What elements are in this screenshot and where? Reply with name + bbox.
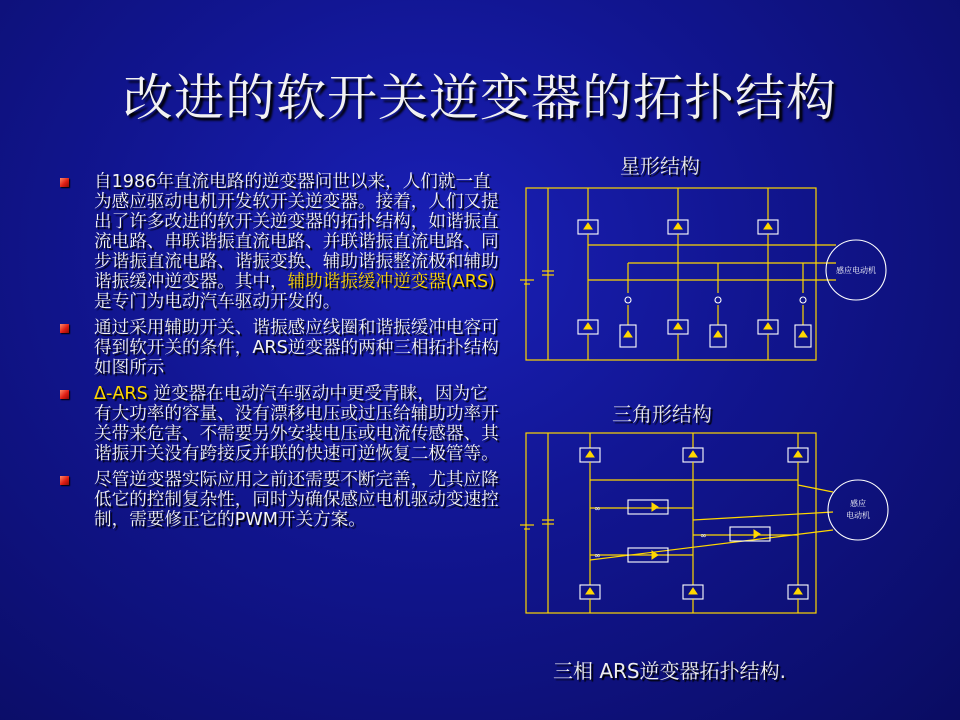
resonant-branch-icon bbox=[693, 527, 798, 541]
bullet-text: 通过采用辅助开关、谐振感应线圈和谐振缓冲电容可得到软开关的条件，ARS逆变器的两种三相拓扑结构如图所示 bbox=[94, 318, 499, 378]
switch-icon bbox=[580, 433, 600, 462]
inductor-icon bbox=[715, 263, 721, 325]
delta-topology-caption: 三角形结构 bbox=[612, 402, 712, 426]
switch-icon bbox=[788, 585, 808, 613]
bullet-highlight: Δ-ARS bbox=[94, 384, 148, 404]
bullet-item-history bbox=[60, 172, 500, 312]
delta-motor-label: 感应 bbox=[850, 499, 866, 508]
switch-icon bbox=[668, 320, 688, 360]
bullet-item-conditions bbox=[60, 318, 500, 378]
motor-icon bbox=[828, 480, 888, 540]
bullet-text: 逆变器在电动汽车驱动中更受青睐，因为它有大功率的容量、没有漂移电压或过压给辅助功率开关带来危害、不需要另外安装电压或电流传感器、其谐振开关没有跨接反并联的快速可逆恢复二极管等。 bbox=[94, 384, 499, 464]
switch-icon bbox=[788, 433, 808, 462]
switch-icon bbox=[683, 433, 703, 462]
bullet-text: 尽管逆变器实际应用之前还需要不断完善，尤其应降低它的控制复杂性，同时为确保感应电机驱动变速控制，需要修正它的PWM开关方案。 bbox=[94, 470, 499, 530]
bullet-item-improvement bbox=[60, 470, 500, 530]
switch-icon bbox=[683, 585, 703, 613]
slide-title: 改进的软开关逆变器的拓扑结构 bbox=[123, 69, 837, 127]
bullet-marker-icon bbox=[60, 178, 69, 187]
bullet-marker-icon bbox=[60, 324, 69, 333]
switch-icon bbox=[758, 320, 778, 360]
auxiliary-switch-icon bbox=[620, 325, 636, 347]
switch-icon bbox=[758, 188, 778, 234]
auxiliary-switch-icon bbox=[710, 325, 726, 347]
resonant-branch-icon bbox=[590, 500, 693, 514]
inductor-icon bbox=[800, 263, 806, 325]
bullet-list bbox=[60, 172, 500, 536]
bullet-item-delta-ars bbox=[60, 384, 500, 464]
svg-text:∞: ∞ bbox=[700, 531, 707, 540]
bullet-marker-icon bbox=[60, 390, 69, 399]
svg-text:∞: ∞ bbox=[594, 551, 601, 560]
bullet-highlight: 辅助谐振缓冲逆变器(ARS) bbox=[287, 272, 496, 292]
resonant-branch-icon bbox=[590, 548, 693, 562]
switch-icon bbox=[580, 585, 600, 613]
switch-icon bbox=[578, 320, 598, 360]
bullet-text: 是专门为电动汽车驱动开发的。 bbox=[94, 292, 341, 312]
inductor-icon bbox=[625, 263, 631, 325]
star-topology-caption: 星形结构 bbox=[620, 154, 700, 178]
svg-text:∞: ∞ bbox=[594, 504, 601, 513]
auxiliary-switch-icon bbox=[795, 325, 811, 347]
switch-icon bbox=[668, 188, 688, 234]
star-topology-diagram bbox=[518, 185, 898, 370]
delta-motor-label: 电动机 bbox=[846, 511, 870, 520]
bullet-text: 自1986年直流电路的逆变器问世以来，人们就一直为感应驱动电机开发软开关逆变器。接着，人们又提出了许多改进的软开关逆变器的拓扑结构，如谐振直流电路、串联谐振直流电路、并联谐振直流电路、同步谐振直流电路、谐振变换、辅助谐振整流极和辅助谐振缓冲逆变器。其中， bbox=[94, 172, 499, 292]
delta-topology-diagram bbox=[518, 430, 898, 620]
bullet-marker-icon bbox=[60, 476, 69, 485]
switch-icon bbox=[578, 188, 598, 234]
star-motor-label: 感应电动机 bbox=[836, 266, 876, 275]
figure-caption: 三相 ARS逆变器拓扑结构. bbox=[553, 659, 786, 683]
